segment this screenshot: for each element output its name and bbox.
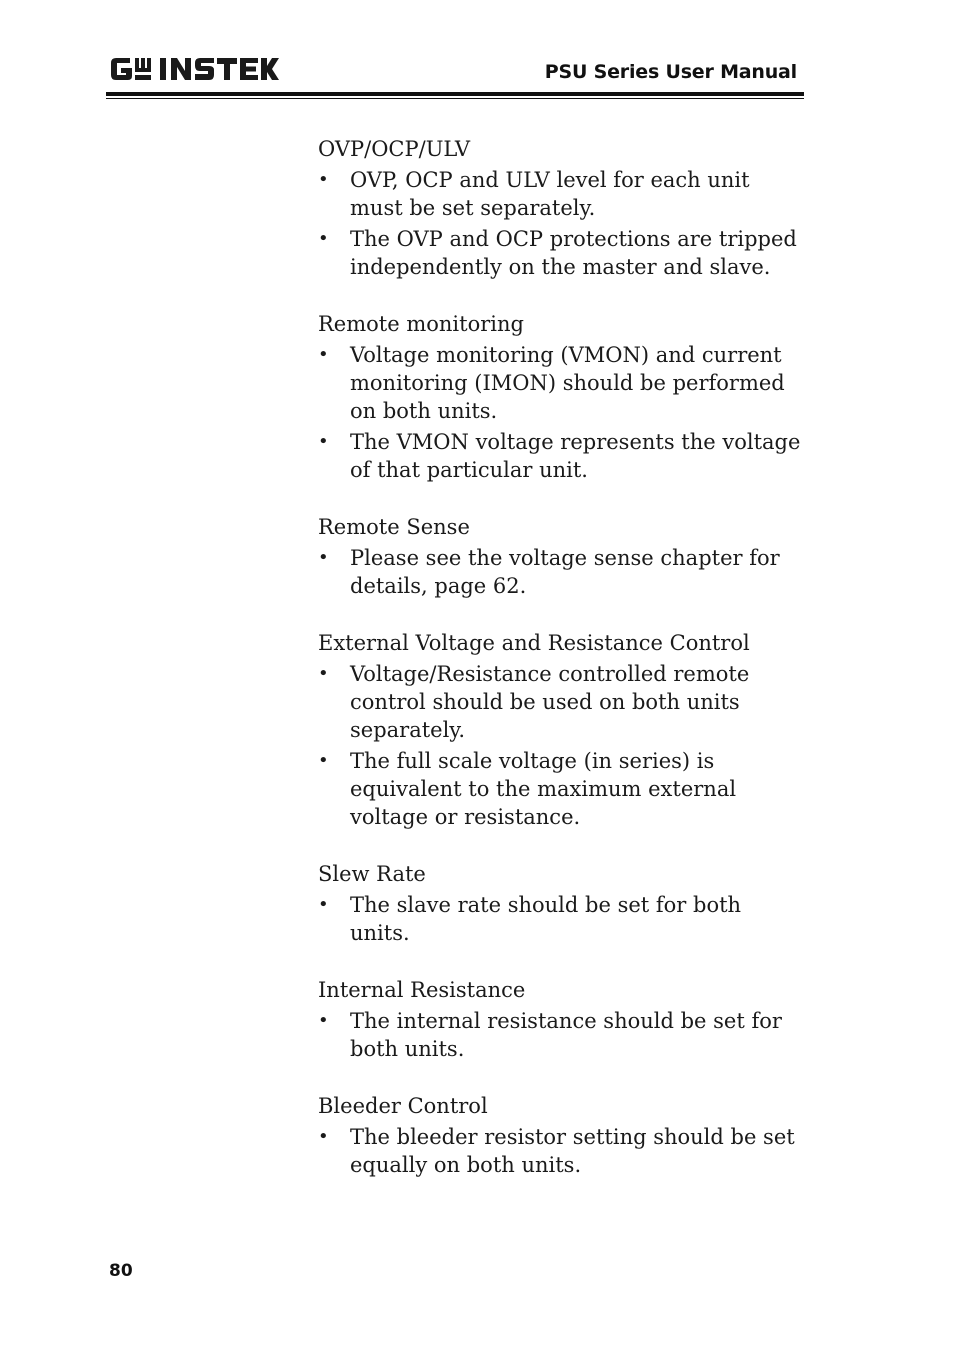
bullet-icon: • — [318, 663, 329, 684]
list-item — [318, 341, 805, 425]
header-rule-thick — [106, 92, 804, 96]
bullet-text: Voltage monitoring (VMON) and current monitoring (IMON) should be performed on both units. — [350, 343, 785, 423]
bullet-list — [318, 891, 818, 947]
bullet-text: The OVP and OCP protections are tripped independently on the master and slave. — [350, 227, 797, 279]
section-title: Remote Sense — [318, 515, 470, 539]
bullet-icon: • — [318, 344, 329, 365]
bullet-icon: • — [318, 894, 329, 915]
section-ovp-ocp-ulv — [318, 135, 818, 281]
bullet-text: The VMON voltage represents the voltage of that particular unit. — [350, 430, 801, 482]
section-title: Internal Resistance — [318, 978, 526, 1002]
bullet-icon: • — [318, 1010, 329, 1031]
section-title: External Voltage and Resistance Control — [318, 631, 750, 655]
list-item — [318, 891, 805, 947]
section-external-control — [318, 629, 818, 831]
bullet-text: Please see the voltage sense chapter for details, page 62. — [350, 546, 780, 598]
bullet-list — [318, 166, 818, 281]
bullet-text: Voltage/Resistance controlled remote control should be used on both units separately. — [350, 662, 750, 742]
section-title: Slew Rate — [318, 862, 426, 886]
section-title: Bleeder Control — [318, 1094, 488, 1118]
list-item — [318, 1123, 805, 1179]
list-item — [318, 225, 805, 281]
section-remote-sense — [318, 513, 818, 600]
bullet-list — [318, 544, 818, 600]
list-item — [318, 1007, 805, 1063]
bullet-list — [318, 1123, 818, 1179]
gw-instek-logo — [108, 52, 280, 86]
bullet-icon: • — [318, 431, 329, 452]
bullet-text: The bleeder resistor setting should be set equally on both units. — [350, 1125, 795, 1177]
page-number: 80 — [109, 1261, 133, 1281]
bullet-icon: • — [318, 547, 329, 568]
bullet-text: The internal resistance should be set for both units. — [350, 1009, 782, 1061]
section-internal-resistance — [318, 976, 818, 1063]
bullet-list — [318, 341, 818, 484]
list-item — [318, 660, 805, 744]
bullet-list — [318, 1007, 818, 1063]
bullet-icon: • — [318, 228, 329, 249]
bullet-icon: • — [318, 1126, 329, 1147]
list-item — [318, 428, 805, 484]
manual-title: PSU Series User Manual — [544, 61, 797, 83]
bullet-text: The full scale voltage (in series) is equivalent to the maximum external voltage or resistance. — [350, 749, 737, 829]
list-item — [318, 166, 805, 222]
section-bleeder-control — [318, 1092, 818, 1179]
list-item — [318, 747, 805, 831]
section-title: Remote monitoring — [318, 312, 524, 336]
bullet-icon: • — [318, 169, 329, 190]
section-title: OVP/OCP/ULV — [318, 137, 471, 161]
bullet-text: The slave rate should be set for both units. — [350, 893, 742, 945]
manual-content — [318, 135, 818, 1208]
list-item — [318, 544, 805, 600]
bullet-text: OVP, OCP and ULV level for each unit must be set separately. — [350, 168, 750, 220]
header-rule-thin — [106, 98, 804, 99]
bullet-icon: • — [318, 750, 329, 771]
section-slew-rate — [318, 860, 818, 947]
section-remote-monitoring — [318, 310, 818, 484]
bullet-list — [318, 660, 818, 831]
